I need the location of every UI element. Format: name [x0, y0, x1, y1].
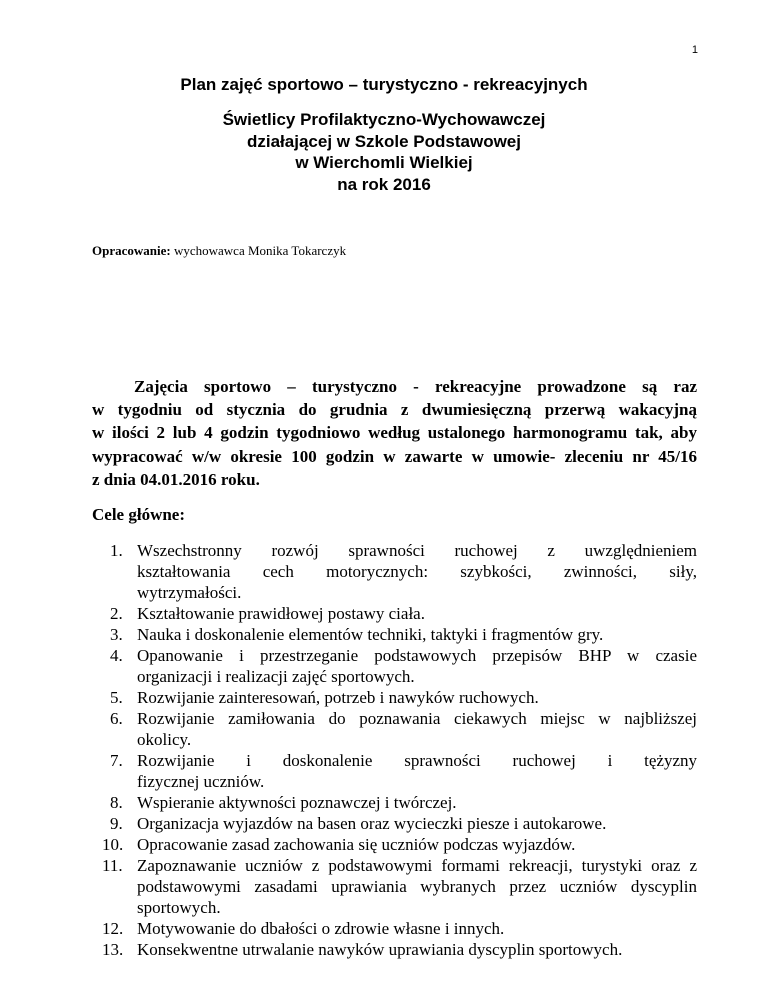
goal-number: 10.: [102, 835, 124, 854]
subtitle-line: Świetlicy Profilaktyczno-Wychowawczej: [222, 110, 546, 129]
goal-number: 6.: [110, 709, 123, 728]
goal-item: [92, 645, 697, 687]
goal-item: [92, 813, 697, 834]
goal-item: [92, 687, 697, 708]
goal-text-line: Opracowanie zasad zachowania się uczniów podczas wyjazdów.: [137, 835, 576, 854]
goals-list: [92, 540, 697, 960]
goal-text-line: wytrzymałości.: [137, 583, 242, 602]
goal-item: [92, 708, 697, 750]
goal-text-line: Kształtowanie prawidłowej postawy ciała.: [137, 604, 425, 623]
goal-item: [92, 603, 697, 624]
goal-item: [92, 792, 697, 813]
goal-number: 13.: [102, 940, 124, 959]
intro-paragraph: [92, 375, 697, 491]
intro-line: w tygodniu od stycznia do grudnia z dwumiesięczną przerwą wakacyjną: [92, 400, 697, 420]
goal-text-line: Rozwijanie zainteresowań, potrzeb i nawyków ruchowych.: [137, 688, 539, 707]
goal-number: 5.: [110, 688, 123, 707]
goal-number: 4.: [110, 646, 123, 665]
subtitle-line: na rok 2016: [337, 174, 431, 194]
author-label: Opracowanie:: [92, 243, 171, 258]
goal-number: 8.: [110, 793, 123, 812]
goal-item: [92, 624, 697, 645]
author-line: [92, 243, 346, 259]
goal-text-line: Opanowanie i przestrzeganie podstawowych przepisów BHP w czasie: [137, 646, 697, 665]
goal-text-line: kształtowania cech motorycznych: szybkości, zwinności, siły,: [137, 562, 697, 581]
goal-item: [92, 918, 697, 939]
page-number: 1: [691, 44, 698, 56]
goal-text-line: Zapoznawanie uczniów z podstawowymi formami rekreacji, turystyki oraz z: [137, 856, 697, 875]
goal-text-line: Wspieranie aktywności poznawczej i twórczej.: [137, 793, 457, 812]
goal-text-line: okolicy.: [137, 730, 192, 749]
goal-number: 1.: [110, 541, 123, 560]
goal-text-line: Rozwijanie i doskonalenie sprawności ruchowej i tężyzny: [137, 751, 697, 770]
subtitle-line: w Wierchomli Wielkiej: [295, 153, 473, 172]
goal-text-line: Motywowanie do dbałości o zdrowie własne i innych.: [137, 919, 505, 938]
goal-number: 2.: [110, 604, 123, 623]
goals-heading: Cele główne:: [92, 505, 186, 524]
author-value: wychowawca Monika Tokarczyk: [173, 243, 347, 258]
goal-text-line: organizacji i realizacji zajęć sportowych.: [137, 667, 415, 686]
goal-item: [92, 834, 697, 855]
goal-text-line: Wszechstronny rozwój sprawności ruchowej z uwzględnieniem: [137, 541, 697, 560]
goal-text-line: Nauka i doskonalenie elementów techniki, taktyki i fragmentów gry.: [137, 625, 604, 644]
goal-number: 9.: [110, 814, 123, 833]
intro-line: wypracować w/w okresie 100 godzin w zawarte w umowie- zleceniu nr 45/16: [92, 446, 697, 466]
intro-line: z dnia 04.01.2016 roku.: [92, 469, 260, 489]
goal-text-line: sportowych.: [137, 898, 221, 917]
goal-item: [92, 540, 697, 603]
goal-number: 7.: [110, 751, 123, 770]
document-subtitle: [0, 109, 768, 195]
goal-number: 11.: [102, 856, 123, 875]
subtitle-line: działającej w Szkole Podstawowej: [247, 131, 521, 151]
intro-line: w ilości 2 lub 4 godzin tygodniowo według ustalonego harmonogramu tak, aby: [92, 423, 697, 443]
goal-text-line: Konsekwentne utrwalanie nawyków uprawiania dyscyplin sportowych.: [137, 940, 623, 959]
goal-number: 3.: [110, 625, 123, 644]
document-title: Plan zajęć sportowo – turystyczno - rekreacyjnych: [180, 75, 588, 94]
goal-text-line: fizycznej uczniów.: [137, 772, 265, 791]
goal-text-line: Rozwijanie zamiłowania do poznawania ciekawych miejsc w najbliższej: [137, 709, 697, 728]
goal-text-line: podstawowymi zasadami uprawiania wybranych przez uczniów dyscyplin: [137, 877, 697, 896]
goal-item: [92, 939, 697, 960]
goal-text-line: Organizacja wyjazdów na basen oraz wycieczki piesze i autokarowe.: [137, 814, 607, 833]
goal-number: 12.: [102, 919, 124, 938]
intro-line: Zajęcia sportowo – turystyczno - rekreacyjne prowadzone są raz: [134, 377, 697, 396]
goal-item: [92, 855, 697, 918]
goal-item: [92, 750, 697, 792]
